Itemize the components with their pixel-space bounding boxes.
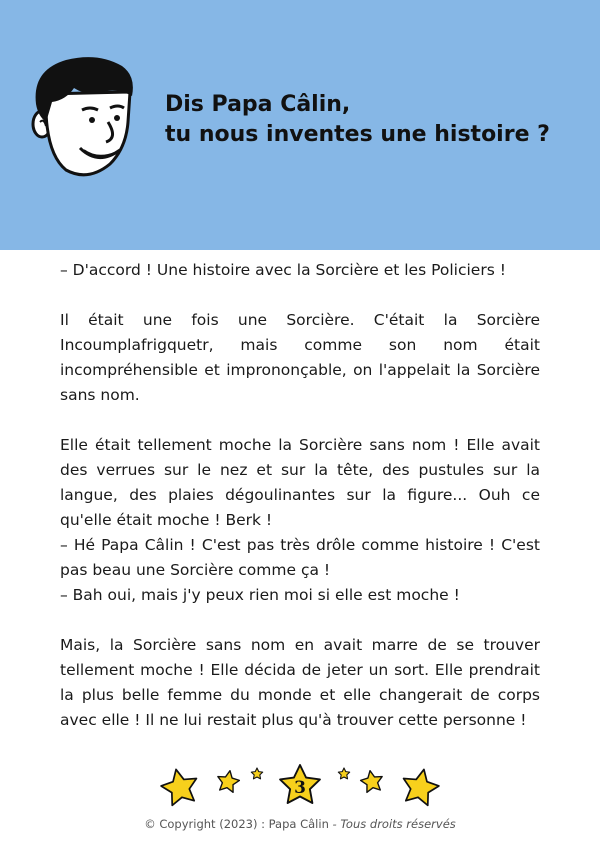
rights-text: - Tous droits réservés bbox=[328, 817, 456, 831]
star-icon bbox=[160, 766, 201, 807]
cartoon-man-face-icon bbox=[26, 52, 138, 180]
story-paragraph: Mais, la Sorcière sans nom en avait marre de se trouver tellement moche ! Elle décida de jeter un sort. Elle prendrait la plus belle femme du monde et elle changerait de corps avec elle ! Il ne lui restait plus qu'à trouver cette personne ! bbox=[60, 636, 540, 729]
title-line-2: tu nous inventes une histoire ? bbox=[165, 122, 550, 147]
star-icon bbox=[338, 768, 349, 779]
star-icon bbox=[216, 769, 241, 793]
story-text bbox=[60, 258, 540, 733]
star-icon bbox=[251, 768, 262, 779]
story-paragraph: Elle était tellement moche la Sorcière sans nom ! Elle avait des verrues sur le nez et sur la tête, des pustules sur la langue, des plaies dégoulinantes sur la figure... Ouh ce qu'elle était moche ! Berk ! bbox=[60, 436, 540, 529]
title-line-1: Dis Papa Câlin, bbox=[165, 92, 351, 117]
story-paragraph: – D'accord ! Une histoire avec la Sorcière et les Policiers ! bbox=[60, 261, 506, 279]
copyright-text: © Copyright (2023) : Papa Câlin bbox=[144, 817, 329, 831]
page-number-stars bbox=[160, 762, 440, 812]
story-paragraph: – Bah oui, mais j'y peux rien moi si elle est moche ! bbox=[60, 586, 460, 604]
story-paragraph: Il était une fois une Sorcière. C'était la Sorcière Incoumplafrigquetr, mais comme son nom était incompréhensible et imprononçable, on l'appelait la Sorcière sans nom. bbox=[60, 311, 540, 404]
story-paragraph: – Hé Papa Câlin ! C'est pas très drôle comme histoire ! C'est pas beau une Sorcière comme ça ! bbox=[60, 536, 540, 579]
page-number: 3 bbox=[294, 778, 306, 798]
footer-copyright bbox=[0, 817, 600, 831]
page-title bbox=[165, 90, 550, 150]
star-icon bbox=[399, 766, 440, 807]
header-banner bbox=[0, 0, 600, 250]
star-icon bbox=[359, 769, 384, 793]
